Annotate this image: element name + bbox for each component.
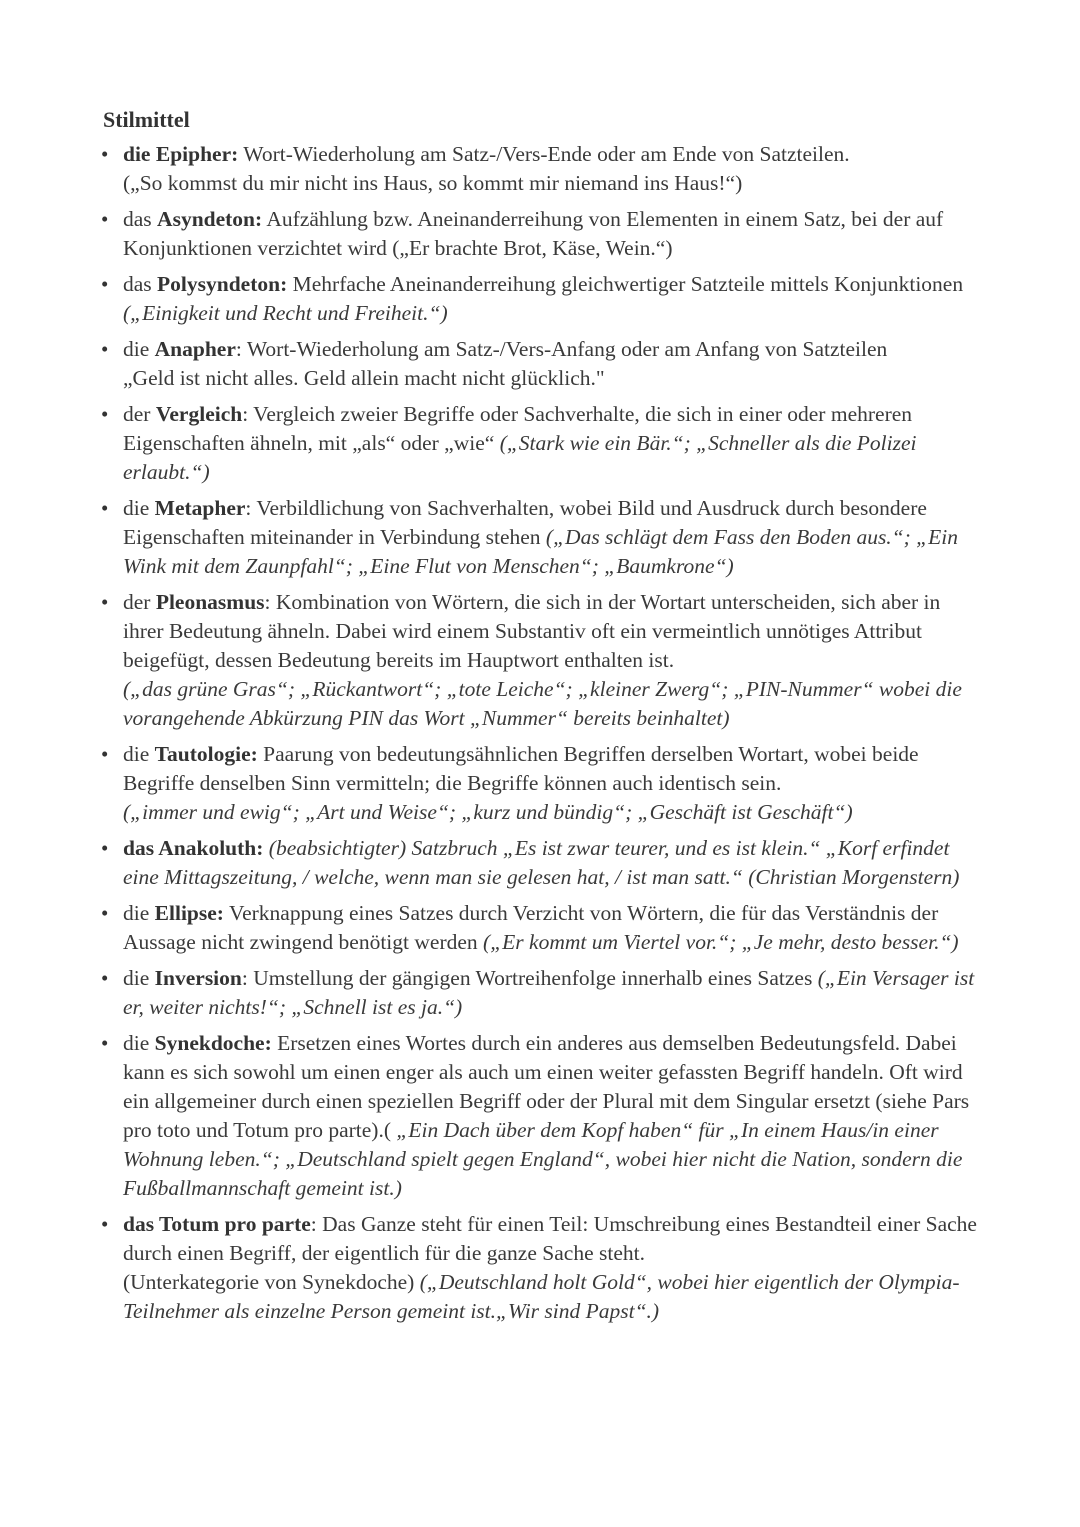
term-example: („Ein Versager ist er, weiter nichts!“; „Schnell ist es ja.“) bbox=[123, 966, 975, 1019]
term-name: Polysyndeton: bbox=[157, 272, 288, 296]
term-item-asyndeton bbox=[103, 205, 983, 263]
term-text: Wort-Wiederholung am Satz-/Vers-Ende oder am Ende von Satzteilen. bbox=[238, 142, 850, 166]
term-text: : Das Ganze steht für einen Teil: Umschreibung eines Bestandteil einer Sache durch einen Begriff, der eigentlich für die ganze Sache steht. bbox=[123, 1212, 977, 1265]
term-name: Tautologie: bbox=[154, 742, 258, 766]
term-text: die bbox=[123, 496, 155, 520]
term-name: Metapher bbox=[154, 496, 246, 520]
term-text: die bbox=[123, 966, 155, 990]
term-item-polysyndeton bbox=[103, 270, 983, 328]
term-example: („Er kommt um Viertel vor.“; „Je mehr, desto besser.“) bbox=[483, 930, 959, 954]
term-text: das bbox=[123, 207, 158, 231]
term-text: (Unterkategorie von Synekdoche) bbox=[123, 1270, 420, 1294]
term-text: Paarung von bedeutungsähnlichen Begriffen derselben Wortart, wobei beide Begriffe denselben Sinn vermitteln; die Begriffe können auch identisch sein. bbox=[123, 742, 919, 795]
term-item-epipher bbox=[103, 140, 983, 198]
term-text: : Kombination von Wörtern, die sich in der Wortart unterscheiden, sich aber in ihrer Bedeutung ähneln. Dabei wird einem Substantiv oft ein vermeintlich unnötiges Attribut beigefügt, dessen Bedeutung bereits im Hauptwort enthalten ist. bbox=[123, 590, 941, 672]
term-text: der bbox=[123, 402, 156, 426]
term-example: („immer und ewig“; „Art und Weise“; „kurz und bündig“; „Geschäft ist Geschäft“) bbox=[123, 800, 853, 824]
term-text: Verknappung eines Satzes durch Verzicht von Wörtern, die für das Verständnis der Aussage nicht zwingend benötigt werden bbox=[123, 901, 939, 954]
term-example: („Einigkeit und Recht und Freiheit.“) bbox=[123, 301, 448, 325]
term-text: („So kommst du mir nicht ins Haus, so kommt mir niemand ins Haus!“) bbox=[123, 171, 743, 195]
page-title: Stilmittel bbox=[103, 107, 190, 132]
term-name: Ellipse: bbox=[154, 901, 224, 925]
term-text: die bbox=[123, 337, 155, 361]
term-text: : Vergleich zweier Begriffe oder Sachverhalte, die sich in einer oder mehreren Eigenschaften ähneln, mit „als“ oder „wie“ bbox=[123, 402, 913, 455]
term-item-inversion bbox=[103, 964, 983, 1022]
term-example: („das grüne Gras“; „Rückantwort“; „tote Leiche“; „kleiner Zwerg“; „PIN-Nummer“ wobei die vorangehende Abkürzung PIN das Wort „Nummer“ bereits beinhaltet) bbox=[123, 677, 962, 730]
term-item-tautologie bbox=[103, 740, 983, 827]
term-item-ellipse bbox=[103, 899, 983, 957]
term-example: („Das schlägt dem Fass den Boden aus.“; „Ein Wink mit dem Zaunpfahl“; „Eine Flut von Menschen“; „Baumkrone“) bbox=[123, 525, 958, 578]
term-name: Synekdoche: bbox=[154, 1031, 272, 1055]
term-example: (beabsichtigter) Satzbruch „Es ist zwar teurer, und es ist klein.“ „Korf erfindet eine Mittagszeitung, / welche, wenn man sie gelesen hat, / ist man satt.“ (Christian Morgenstern) bbox=[123, 836, 960, 889]
term-example: („Deutschland holt Gold“, wobei hier eigentlich der Olympia-Teilnehmer als einzelne Person gemeint ist.„Wir sind Papst“.) bbox=[123, 1270, 960, 1323]
term-name: Vergleich bbox=[155, 402, 243, 426]
term-name: Pleonasmus bbox=[155, 590, 265, 614]
term-item-anakoluth bbox=[103, 834, 983, 892]
term-item-totum-pro-parte bbox=[103, 1210, 983, 1326]
term-text: Ersetzen eines Wortes durch ein anderes aus demselben Bedeutungsfeld. Dabei kann es sich sowohl um einen enger als auch um einen weiter gefassten Begriff handeln. Oft wird ein allgemeiner durch einen speziellen Begriff oder der Plural mit dem Singular ersetzt (siehe Pars pro toto und Totum pro parte).( bbox=[123, 1031, 970, 1142]
term-example: („Stark wie ein Bär.“; „Schneller als die Polizei erlaubt.“) bbox=[123, 431, 917, 484]
term-name: das Anakoluth: bbox=[123, 836, 264, 860]
term-name: das Totum pro parte bbox=[123, 1212, 311, 1236]
document-page bbox=[103, 105, 983, 1333]
term-item-pleonasmus bbox=[103, 588, 983, 733]
term-text: : Wort-Wiederholung am Satz-/Vers-Anfang oder am Anfang von Satzteilen bbox=[235, 337, 888, 361]
term-text: die bbox=[123, 1031, 155, 1055]
term-name: Inversion bbox=[154, 966, 242, 990]
term-example: „Ein Dach über dem Kopf haben“ für „In einem Haus/in einer Wohnung leben.“; „Deutschland spielt gegen England“, wobei hier nicht die Nation, sondern die Fußballmannschaft gemeint ist.) bbox=[123, 1118, 963, 1200]
term-text: die bbox=[123, 742, 155, 766]
term-item-vergleich bbox=[103, 400, 983, 487]
term-text: der bbox=[123, 590, 156, 614]
term-text: : Verbildlichung von Sachverhalten, wobei Bild und Ausdruck durch besondere Eigenschaften miteinander in Verbindung stehen bbox=[123, 496, 927, 549]
term-text: die bbox=[123, 901, 155, 925]
term-list bbox=[103, 140, 983, 1326]
term-item-anapher bbox=[103, 335, 983, 393]
term-name: die Epipher: bbox=[123, 142, 239, 166]
term-name: Asyndeton: bbox=[157, 207, 263, 231]
term-text: „Geld ist nicht alles. Geld allein macht nicht glücklich." bbox=[123, 366, 605, 390]
term-name: Anapher bbox=[154, 337, 236, 361]
term-text: Mehrfache Aneinanderreihung gleichwertiger Satzteile mittels Konjunktionen bbox=[287, 272, 964, 296]
term-text: : Umstellung der gängigen Wortreihenfolge innerhalb eines Satzes bbox=[241, 966, 818, 990]
term-text: das bbox=[123, 272, 158, 296]
term-item-synekdoche bbox=[103, 1029, 983, 1203]
term-text: Aufzählung bzw. Aneinanderreihung von Elementen in einem Satz, bei der auf Konjunktionen verzichtet wird („Er brachte Brot, Käse, Wein.“) bbox=[123, 207, 944, 260]
term-item-metapher bbox=[103, 494, 983, 581]
